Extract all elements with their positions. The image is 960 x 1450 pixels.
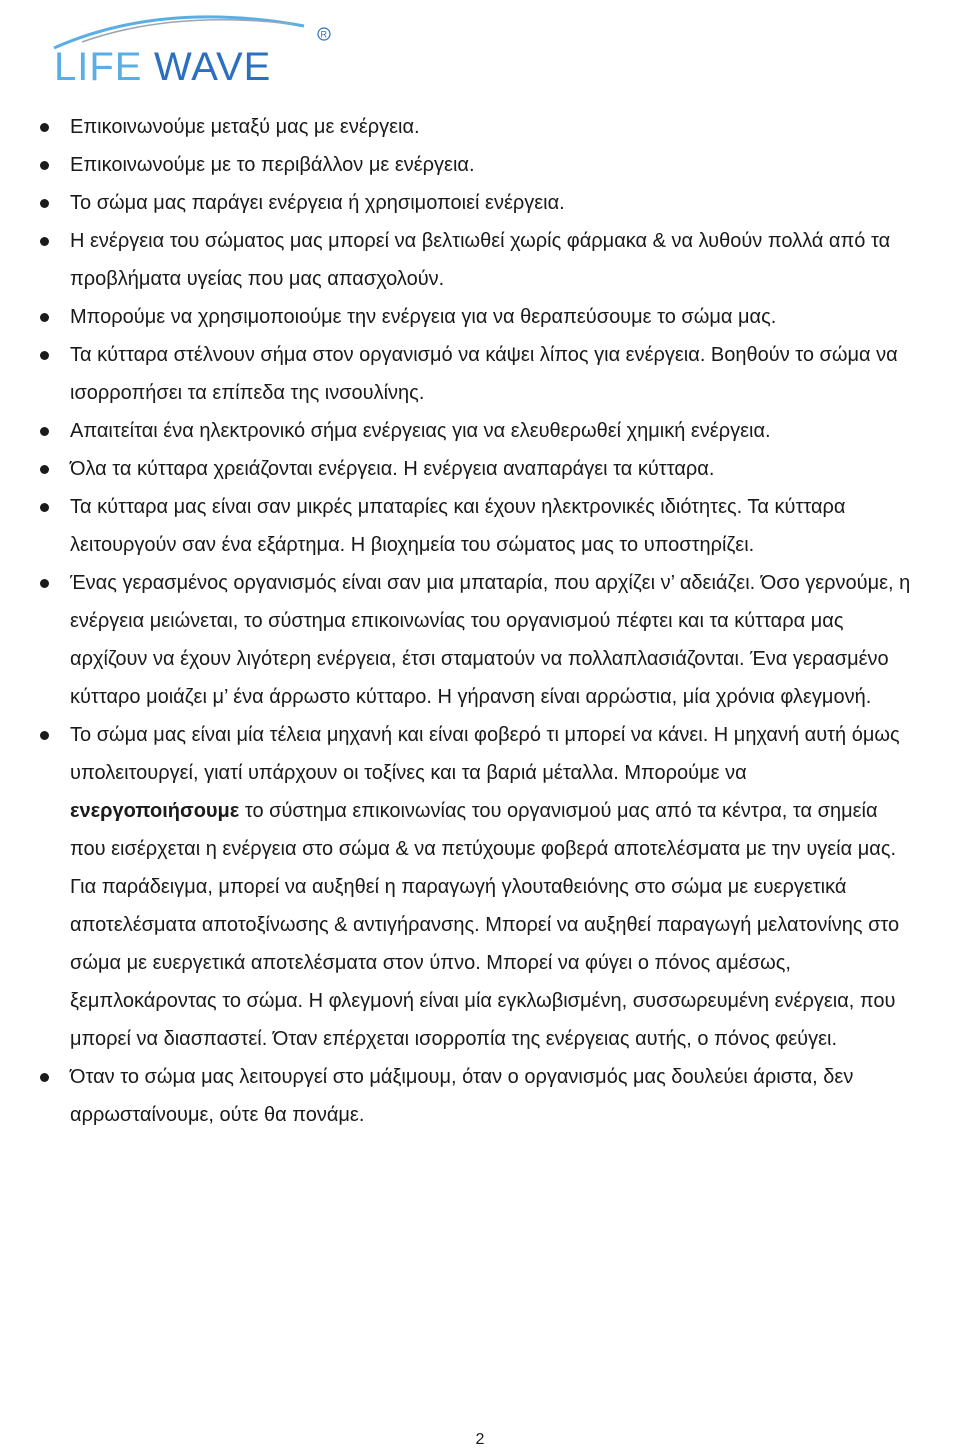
bullet-list: [38, 108, 918, 1134]
bullet-item: [38, 412, 918, 450]
bullet-dot-icon: [40, 161, 49, 170]
bullet-dot-icon: [40, 427, 49, 436]
bullet-item: [38, 184, 918, 222]
bullet-text: Απαιτείται ένα ηλεκτρονικό σήμα ενέργειας για να ελευθερωθεί χημική ενέργεια.: [70, 420, 771, 442]
bullet-dot-icon: [40, 199, 49, 208]
bullet-item: [38, 1058, 918, 1134]
lifewave-logo: [42, 8, 342, 98]
bullet-text: Το σώμα μας παράγει ενέργεια ή χρησιμοποιεί ενέργεια.: [70, 192, 565, 214]
document-body: [38, 108, 918, 1134]
bullet-item: [38, 298, 918, 336]
lifewave-logo-graphic: [42, 8, 342, 98]
bullet-text: Όταν το σώμα μας λειτουργεί στο μάξιμουμ, όταν ο οργανισμός μας δουλεύει άριστα, δεν αρρωσταίνουμε, ούτε θα πονάμε.: [70, 1066, 854, 1126]
bullet-dot-icon: [40, 351, 49, 360]
bullet-text: Όλα τα κύτταρα χρειάζονται ενέργεια. Η ενέργεια αναπαράγει τα κύτταρα.: [70, 458, 715, 480]
logo-text-wave: WAVE: [154, 45, 272, 89]
bullet-item: [38, 222, 918, 298]
page-number: 2: [475, 1431, 485, 1448]
bullet-item: [38, 564, 918, 716]
bullet-dot-icon: [40, 731, 49, 740]
bullet-item: [38, 716, 918, 1058]
bullet-item: [38, 450, 918, 488]
bullet-item: [38, 488, 918, 564]
bullet-text: Ένας γερασμένος οργανισμός είναι σαν μια μπαταρία, που αρχίζει ν’ αδειάζει. Όσο γερνούμε, η ενέργεια μειώνεται, το σύστημα επικοινωνίας του οργανισμού πέφτει και τα κύτταρα μας αρχίζουν να έχουν λιγότερη ενέργεια, έτσι σταματούν να πολλαπλασιάζονται. Ένα γερασμένο κύτταρο μοιάζει μ’ ένα άρρωστο κύτταρο. Η γήρανση είναι αρρώστια, μία χρόνια φλεγμονή.: [70, 572, 911, 708]
bullet-dot-icon: [40, 123, 49, 132]
bullet-item: [38, 108, 918, 146]
logo-text-life: LIFE: [54, 45, 143, 89]
bullet-text: Μπορούμε να χρησιμοποιούμε την ενέργεια για να θεραπεύσουμε το σώμα μας.: [70, 306, 777, 328]
registered-mark-letter: R: [320, 29, 327, 40]
bullet-text: Τα κύτταρα μας είναι σαν μικρές μπαταρίες και έχουν ηλεκτρονικές ιδιότητες. Τα κύτταρα λειτουργούν σαν ένα εξάρτημα. Η βιοχημεία του σώματος μας το υποστηρίζει.: [70, 496, 846, 556]
bullet-item: [38, 146, 918, 184]
bullet-text: Επικοινωνούμε μεταξύ μας με ενέργεια.: [70, 116, 420, 138]
bullet-text: Τα κύτταρα στέλνουν σήμα στον οργανισμό να κάψει λίπος για ενέργεια. Βοηθούν το σώμα να ισορροπήσει τα επίπεδα της ινσουλίνης.: [70, 344, 898, 404]
bullet-dot-icon: [40, 237, 49, 246]
bullet-dot-icon: [40, 503, 49, 512]
bullet-dot-icon: [40, 313, 49, 322]
bullet-dot-icon: [40, 465, 49, 474]
bullet-dot-icon: [40, 579, 49, 588]
bullet-text: Επικοινωνούμε με το περιβάλλον με ενέργεια.: [70, 154, 475, 176]
bullet-dot-icon: [40, 1073, 49, 1082]
bullet-text: το σύστημα επικοινωνίας του οργανισμού μας από τα κέντρα, τα σημεία που εισέρχεται η ενέργεια στο σώμα & να πετύχουμε φοβερά αποτελέσματα με την υγεία μας. Για παράδειγμα, μπορεί να αυξηθεί η παραγωγή γλουταθειόνης στο σώμα με ευεργετικά αποτελέσματα αποτοξίνωσης & αντιγήρανσης. Μπορεί να αυξηθεί παραγωγή μελατονίνης στο σώμα με ευεργετικά αποτελέσματα στον ύπνο. Μπορεί να φύγει ο πόνος αμέσως, ξεμπλοκάροντας το σώμα. Η φλεγμονή είναι μία εγκλωβισμένη, συσσωρευμένη ενέργεια, που μπορεί να διασπαστεί. Όταν επέρχεται ισορροπία της ενέργειας αυτής, ο πόνος φεύγει.: [70, 800, 900, 1050]
logo-swoosh-thin-icon: [82, 20, 292, 42]
bullet-text-emphasis: ενεργοποιήσουμε: [70, 800, 240, 822]
bullet-item: [38, 336, 918, 412]
bullet-text: Η ενέργεια του σώματος μας μπορεί να βελτιωθεί χωρίς φάρμακα & να λυθούν πολλά από τα προβλήματα υγείας που μας απασχολούν.: [70, 230, 891, 290]
bullet-text: Το σώμα μας είναι μία τέλεια μηχανή και είναι φοβερό τι μπορεί να κάνει. Η μηχανή αυτή όμως υπολειτουργεί, γιατί υπάρχουν οι τοξίνες και τα βαριά μέταλλα. Μπορούμε να: [70, 724, 900, 784]
